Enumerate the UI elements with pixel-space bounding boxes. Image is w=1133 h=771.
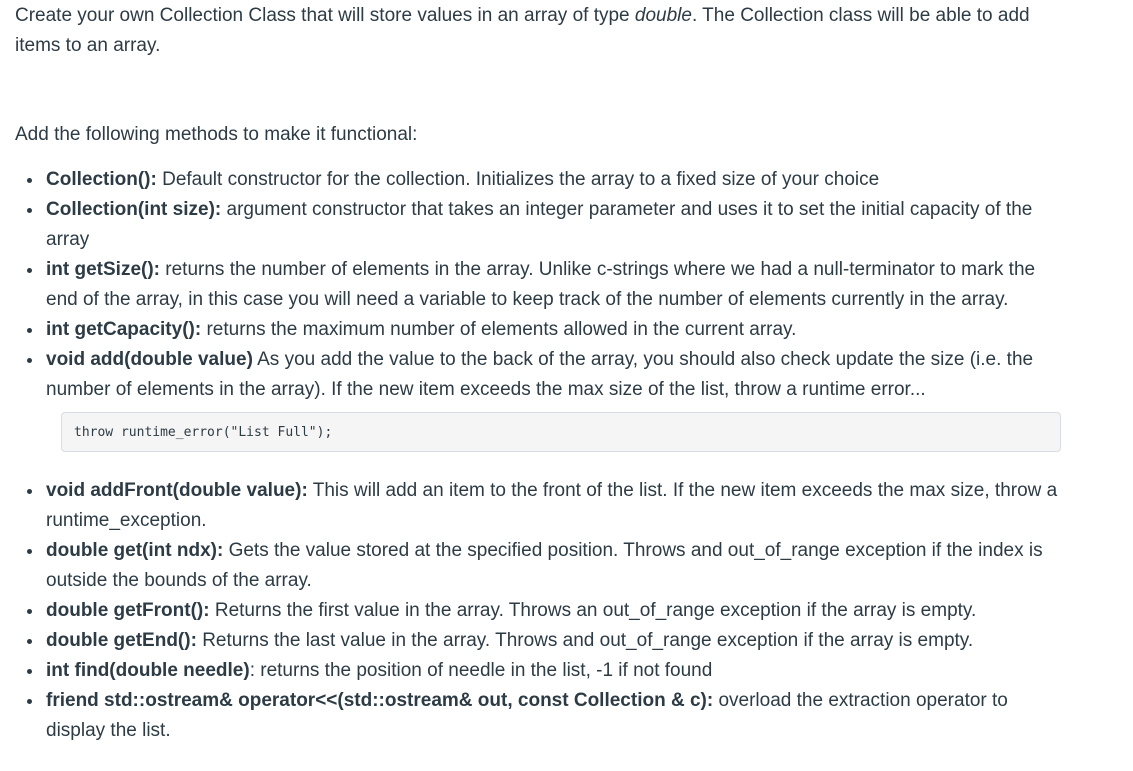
method-description: argument constructor that takes an integer parameter and uses it to set the initial capacity of the array: [46, 199, 1033, 250]
method-name: void add(double value): [46, 349, 253, 370]
methods-intro: Add the following methods to make it functional:: [15, 124, 418, 145]
method-name: double getFront():: [46, 600, 210, 621]
method-item: [15, 596, 1066, 626]
method-description: Returns the last value in the array. Throws and out_of_range exception if the array is empty.: [196, 630, 974, 651]
code-snippet[interactable]: [61, 412, 1061, 452]
method-name: int find(double needle): [46, 660, 250, 681]
method-list-b: [15, 476, 1117, 746]
intro-paragraph: [15, 1, 1075, 61]
method-description: This will add an item to the front of the list. If the new item exceeds the max size, throw a runtime_exception.: [46, 480, 1058, 531]
method-description: Gets the value stored at the specified position. Throws and out_of_range exception if the index is outside the bounds of the array.: [46, 540, 1043, 591]
method-description: overload the extraction operator to display the list.: [46, 690, 1008, 741]
method-name: double getEnd():: [46, 630, 197, 651]
code-text: throw runtime_error("List Full");: [74, 425, 333, 440]
method-item: [15, 536, 1066, 596]
method-item: [15, 255, 1066, 315]
method-description: Returns the first value in the array. Throws an out_of_range exception if the array is empty.: [209, 600, 977, 621]
method-item: [15, 165, 1066, 195]
method-name: double get(int ndx):: [46, 540, 224, 561]
method-item: [15, 686, 1066, 746]
method-name: void addFront(double value):: [46, 480, 308, 501]
intro-emphasis: double: [634, 5, 692, 26]
method-description: Default constructor for the collection. Initializes the array to a fixed size of your choice: [156, 169, 880, 190]
method-description: : returns the position of needle in the list, -1 if not found: [249, 660, 713, 681]
method-item: [15, 315, 1066, 345]
method-item: [15, 656, 1066, 686]
intro-text-part1: Create your own Collection Class that will store values in an array of type: [15, 5, 635, 26]
method-description: returns the maximum number of elements allowed in the current array.: [201, 319, 797, 340]
spacer: [15, 452, 1117, 476]
method-description: returns the number of elements in the array. Unlike c-strings where we had a null-terminator to mark the end of the array, in this case you will need a variable to keep track of the number of elements currently in the array.: [46, 259, 1036, 310]
method-name: friend std::ostream& operator<<(std::ostream& out, const Collection & c):: [46, 690, 714, 711]
intro-text-part2: . The Collection class will be able to add items to an array.: [15, 5, 1030, 56]
method-item: [15, 195, 1066, 255]
method-name: int getCapacity():: [46, 319, 202, 340]
method-description: As you add the value to the back of the array, you should also check update the size (i.e. the number of elements in the array). If the new item exceeds the max size of the list, throw a runtime error...: [46, 349, 1034, 400]
method-item: [15, 345, 1066, 405]
method-item: [15, 476, 1066, 536]
method-name: Collection(int size):: [46, 199, 222, 220]
method-list-a: [15, 165, 1117, 405]
method-name: Collection():: [46, 169, 157, 190]
method-name: int getSize():: [46, 259, 160, 280]
method-item: [15, 626, 1066, 656]
